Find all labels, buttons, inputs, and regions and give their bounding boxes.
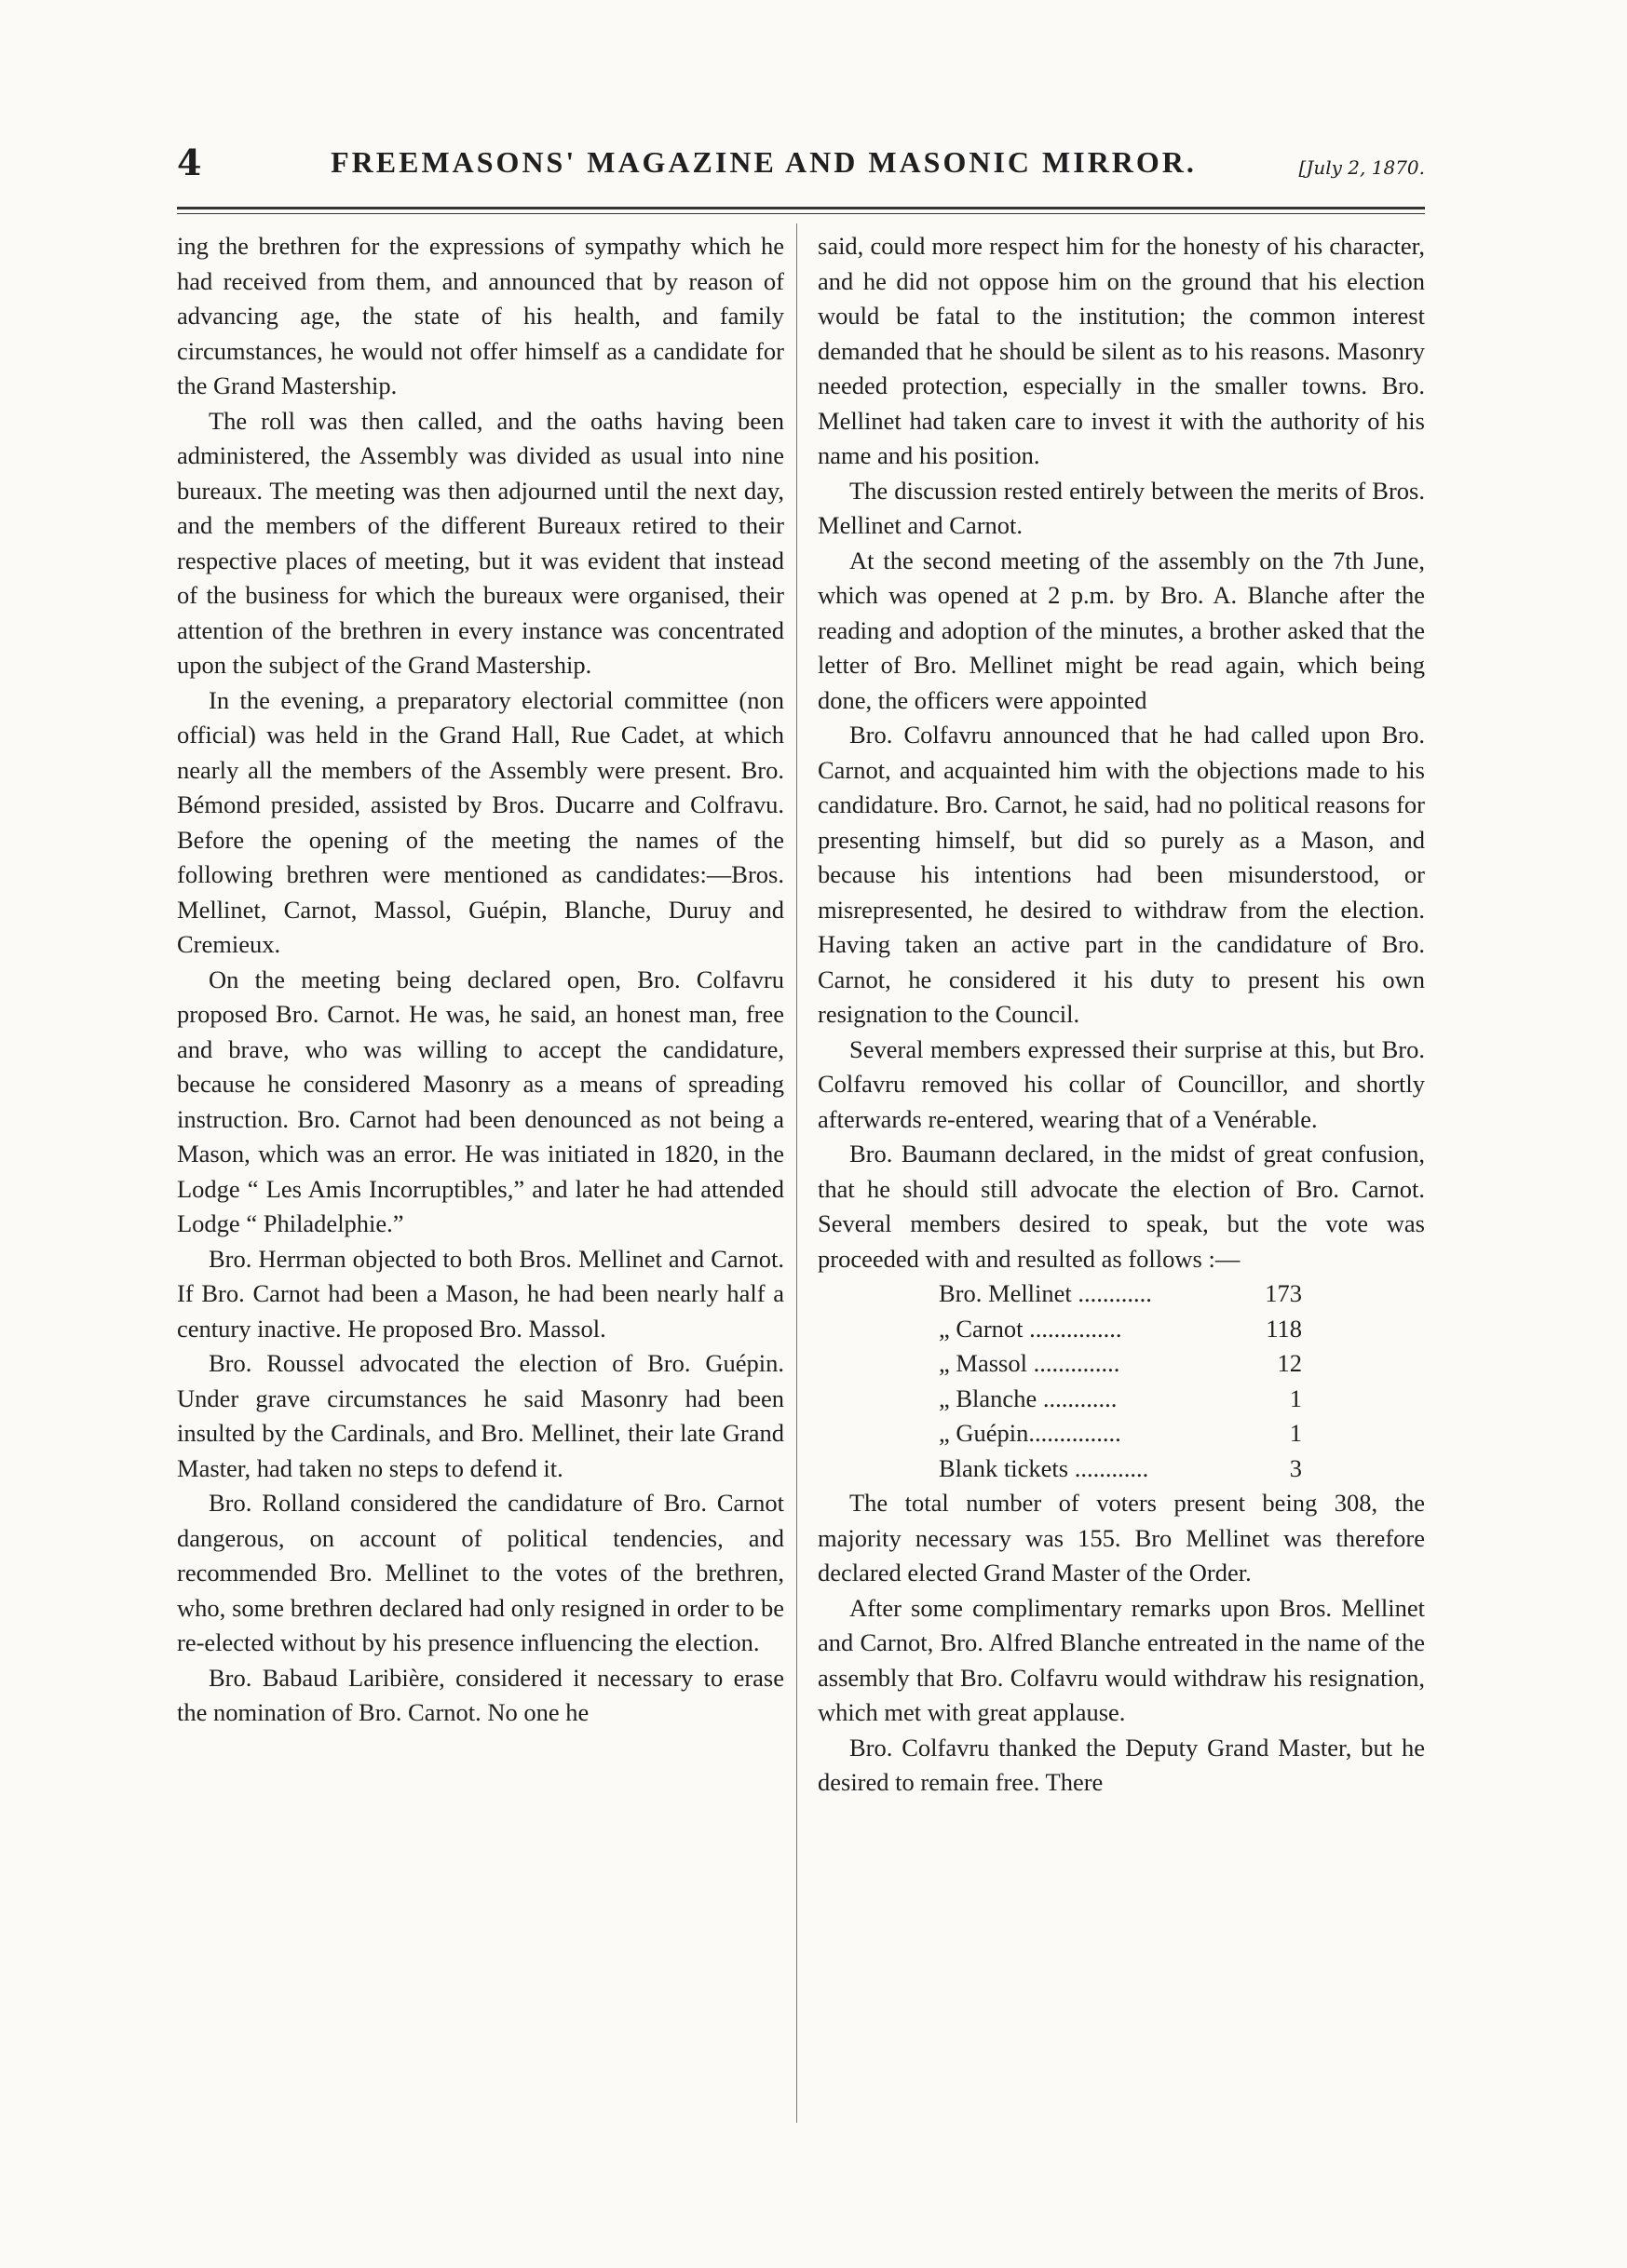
issue-date: [July 2, 1870. (1298, 156, 1425, 179)
paragraph: After some complimentary remarks upon Bros. Mellinet and Carnot, Bro. Alfred Blanche entreated in the name of the assembly that Bro. Colfavru would withdraw his resignation, which met with great applause. (818, 1593, 1425, 1726)
header-rule (177, 207, 1425, 209)
paragraph: The discussion rested entirely between the merits of Bros. Mellinet and Carnot. (818, 476, 1425, 539)
page-header (177, 140, 1425, 196)
vote-candidate: „ Guépin............... (939, 1419, 1121, 1447)
paragraph: Bro. Herrman objected to both Bros. Mellinet and Carnot. If Bro. Carnot had been a Mason, he had been nearly half a century inactive. He proposed Bro. Massol. (177, 1244, 784, 1343)
vote-count: 12 (1277, 1349, 1302, 1377)
paragraph: ing the brethren for the expressions of sympathy which he had received from them, and announced that by reason of advancing age, the state of his health, and family circumstances, he would not offer himself as a candidate for the Grand Mastership. (177, 232, 784, 399)
table-row (939, 1276, 1302, 1312)
vote-candidate: Blank tickets ............ (939, 1453, 1149, 1482)
table-row (939, 1346, 1302, 1382)
column-divider (796, 223, 797, 2123)
table-row (939, 1382, 1302, 1417)
paragraph: Bro. Babaud Laribière, considered it necessary to erase the nomination of Bro. Carnot. No one he (177, 1663, 784, 1726)
vote-candidate: „ Massol .............. (939, 1349, 1120, 1377)
vote-count: 1 (1289, 1384, 1302, 1412)
paragraph: At the second meeting of the assembly on the 7th June, which was opened at 2 p.m. by Bro. A. Blanche after the reading and adoption of the minutes, a brother asked that the letter of Bro. Mellinet might be read again, which being done, the officers were appointed (818, 546, 1425, 714)
vote-candidate: „ Blanche ............ (939, 1384, 1118, 1412)
table-row (939, 1416, 1302, 1451)
vote-candidate: Bro. Mellinet ............ (939, 1279, 1152, 1307)
left-column (177, 229, 784, 1731)
paragraph: In the evening, a preparatory electorial committee (non official) was held in the Grand Hall, Rue Cadet, at which nearly all the members of the Assembly were present. Bro. Bémond presided, assisted by Bros. Ducarre and Colfravu. Before the opening of the meeting the names of the following brethren were mentioned as candidates:—Bros. Mellinet, Carnot, Massol, Guépin, Blanche, Duruy and Cremieux. (177, 685, 784, 958)
vote-count: 118 (1266, 1314, 1302, 1343)
page-number: 4 (177, 142, 202, 183)
header-rule-thin (177, 213, 1425, 214)
table-row (939, 1312, 1302, 1347)
paragraph: said, could more respect him for the honesty of his character, and he did not oppose him on the ground that his election would be fatal to the institution; the common interest demanded that he should be silent as to his reasons. Masonry needed protection, especially in the smaller towns. Bro. Mellinet had taken care to invest it with the authority of his name and his position. (818, 232, 1425, 469)
magazine-title: FREEMASONS' MAGAZINE AND MASONIC MIRROR. (331, 145, 1197, 179)
paragraph: Bro. Rolland considered the candidature of Bro. Carnot dangerous, on account of political tendencies, and recommended Bro. Mellinet to the votes of the brethren, who, some brethren declared had only resigned in order to be re-elected without by his presence influencing the election. (177, 1489, 784, 1656)
paragraph: Bro. Baumann declared, in the midst of great confusion, that he should still advocate the election of Bro. Carnot. Several members desired to speak, but the vote was proceeded with and resulted as follows :— (818, 1140, 1425, 1273)
vote-candidate: „ Carnot ............... (939, 1314, 1122, 1343)
vote-count: 173 (1265, 1279, 1302, 1307)
paragraph: Bro. Colfavru thanked the Deputy Grand Master, but he desired to remain free. There (818, 1733, 1425, 1796)
paragraph: The total number of voters present being 308, the majority necessary was 155. Bro Mellinet was therefore declared elected Grand Master of the Order. (818, 1489, 1425, 1586)
vote-results-table (939, 1276, 1302, 1486)
paragraph: Bro. Roussel advocated the election of Bro. Guépin. Under grave circumstances he said Masonry had been insulted by the Cardinals, and Bro. Mellinet, their late Grand Master, had taken no steps to defend it. (177, 1349, 784, 1482)
table-row (939, 1451, 1302, 1487)
paragraph: Bro. Colfavru announced that he had called upon Bro. Carnot, and acquainted him with the objections made to his candidature. Bro. Carnot, he said, had no political reasons for presenting himself, but did so purely as a Mason, and because his intentions had been misunderstood, or misrepresented, he desired to withdraw from the election. Having taken an active part in the candidature of Bro. Carnot, he considered it his duty to present his own resignation to the Council. (818, 721, 1425, 1028)
right-column (818, 229, 1425, 1801)
paragraph: The roll was then called, and the oaths having been administered, the Assembly was divided as usual into nine bureaux. The meeting was then adjourned until the next day, and the members of the different Bureaux retired to their respective places of meeting, but it was evident that instead of the business for which the bureaux were organised, their attention of the brethren in every instance was concentrated upon the subject of the Grand Mastership. (177, 406, 784, 679)
paragraph: On the meeting being declared open, Bro. Colfavru proposed Bro. Carnot. He was, he said, an honest man, free and brave, who was willing to accept the candidature, because he considered Masonry as a means of spreading instruction. Bro. Carnot had been denounced as not being a Mason, which was an error. He was initiated in 1820, in the Lodge “ Les Amis Incorruptibles,” and later he had attended Lodge “ Philadelphie.” (177, 965, 784, 1237)
vote-count: 3 (1289, 1453, 1302, 1482)
vote-count: 1 (1289, 1419, 1302, 1447)
paragraph: Several members expressed their surprise at this, but Bro. Colfavru removed his collar of Councillor, and shortly afterwards re-entered, wearing that of a Venérable. (818, 1034, 1425, 1133)
